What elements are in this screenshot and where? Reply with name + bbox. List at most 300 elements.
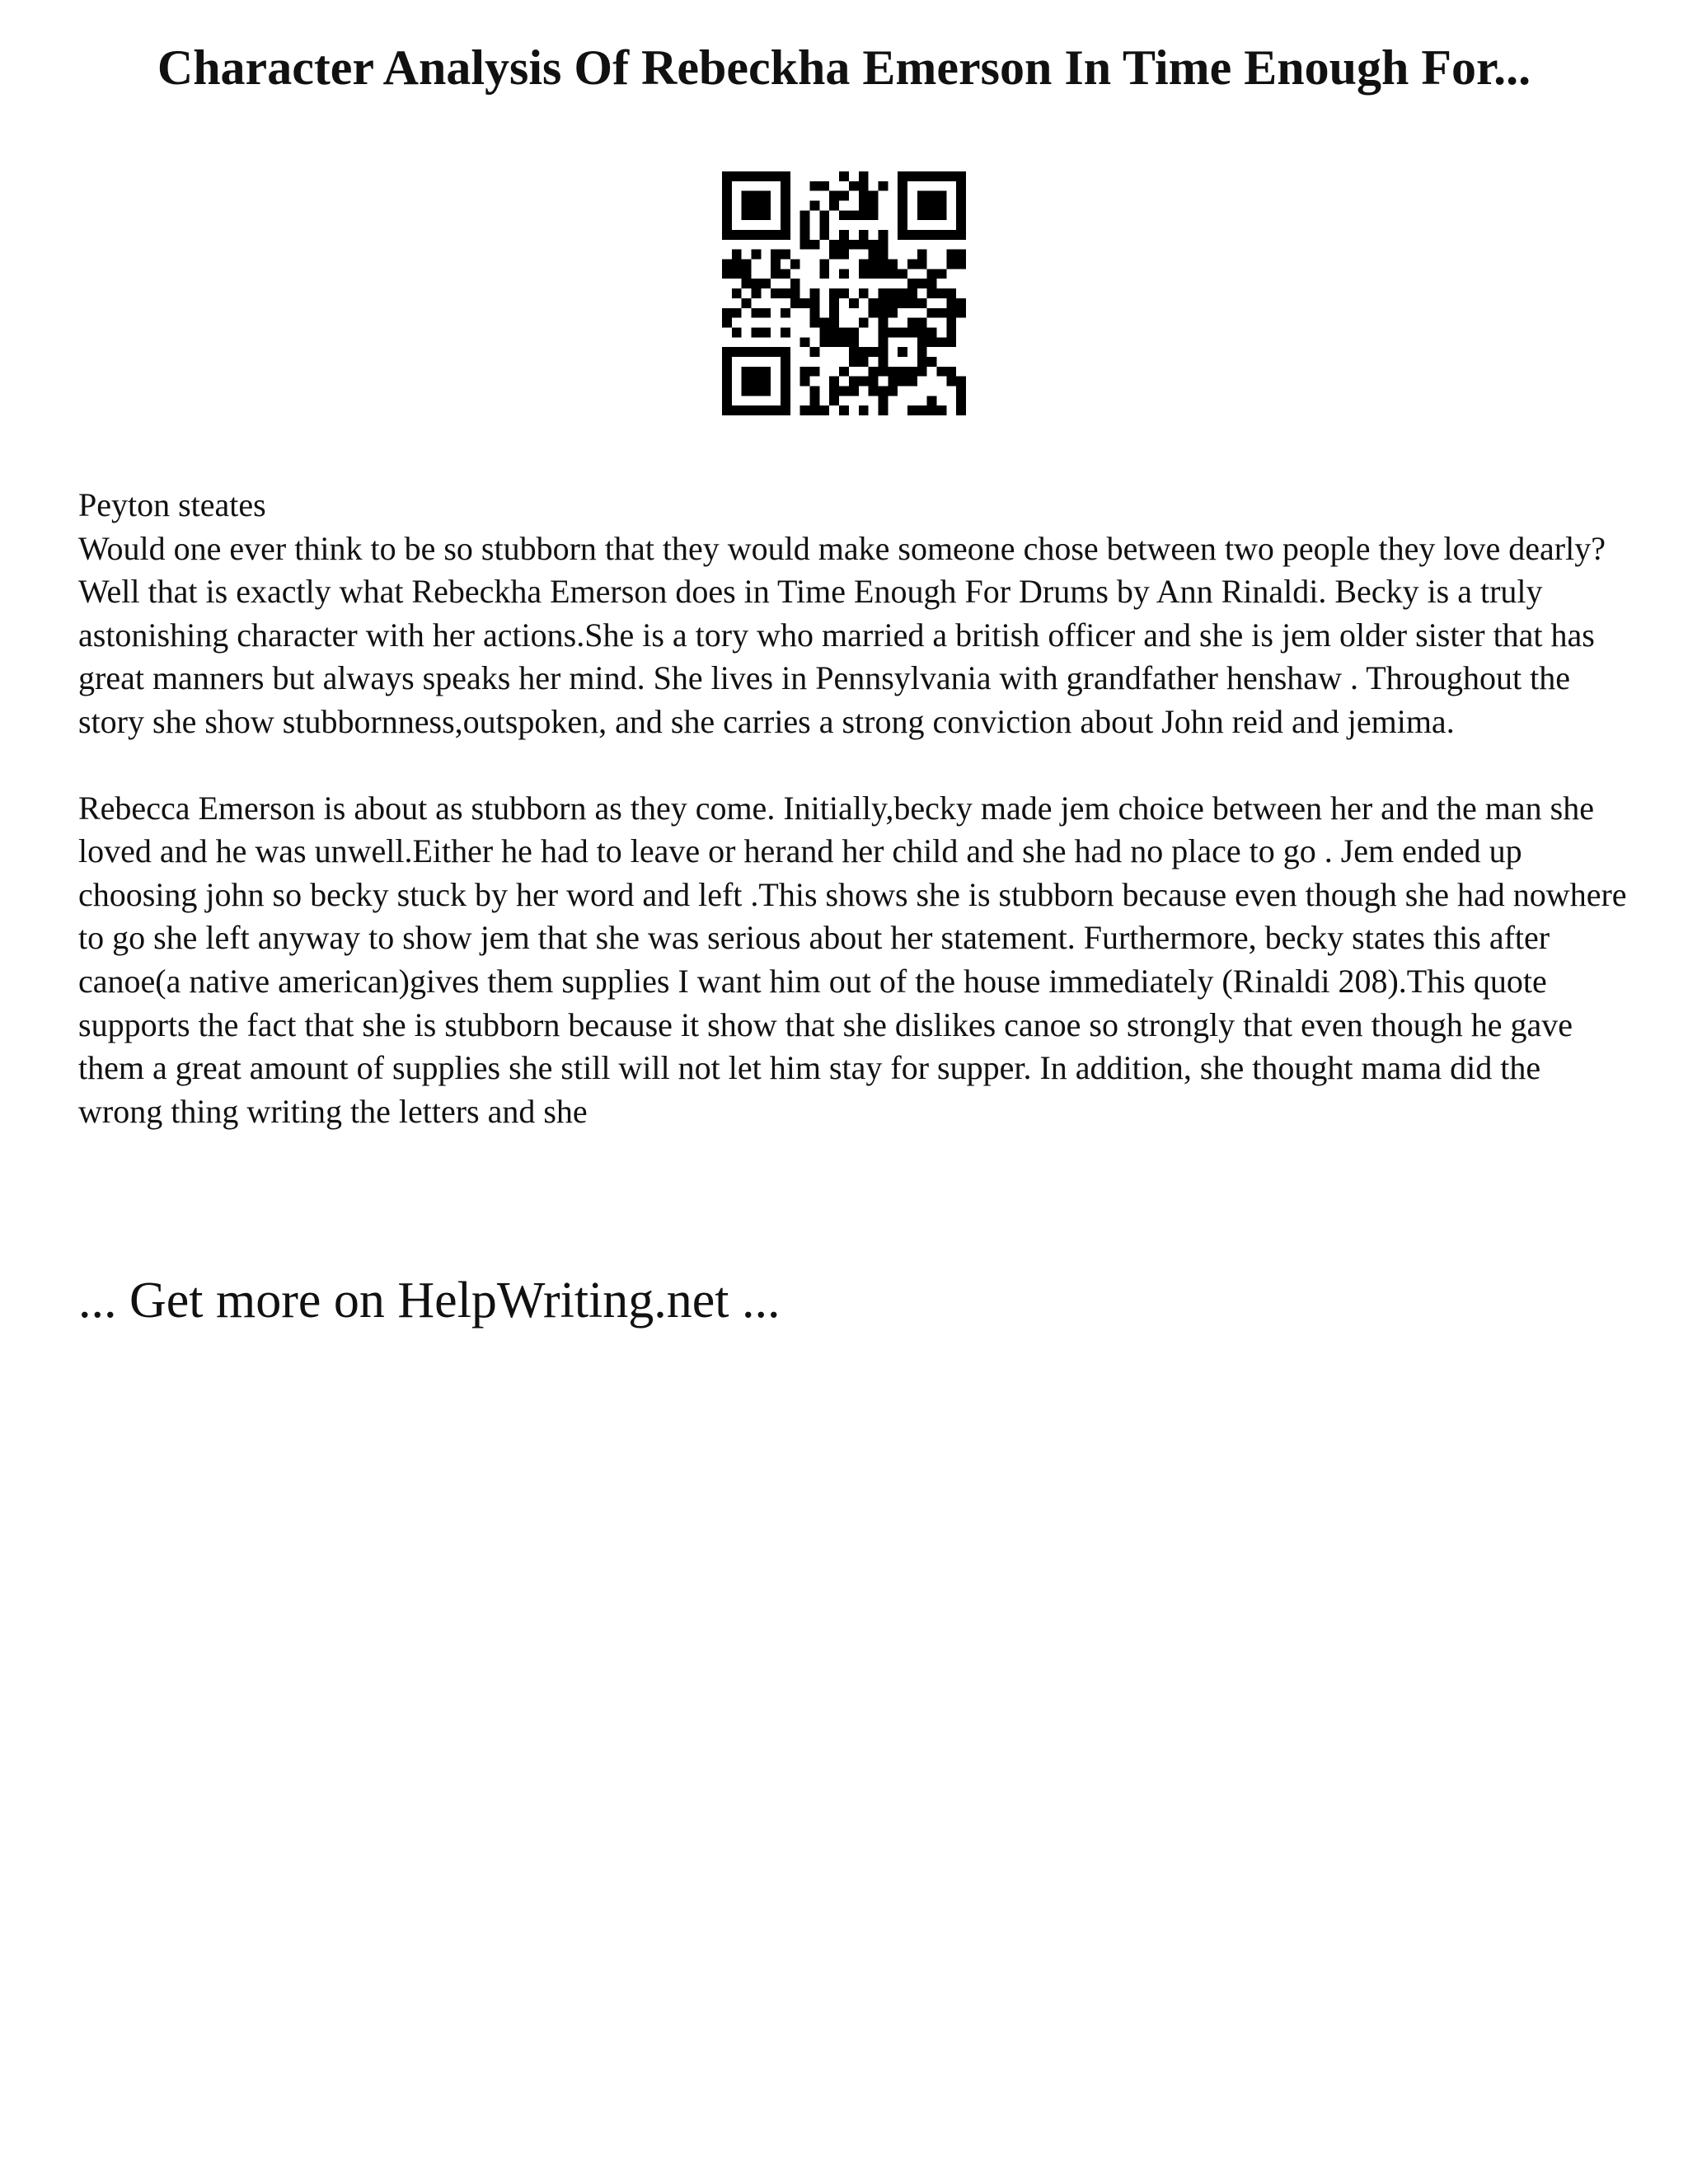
qr-module (927, 396, 937, 405)
qr-module (752, 386, 762, 396)
qr-module (800, 298, 810, 308)
qr-module (819, 220, 829, 230)
qr-module (878, 269, 888, 279)
qr-module (810, 367, 820, 377)
qr-module (878, 181, 888, 191)
qr-module (907, 288, 917, 298)
qr-module (849, 210, 859, 220)
qr-module (810, 298, 820, 308)
qr-module (742, 386, 752, 396)
qr-module (839, 171, 849, 181)
qr-module (849, 298, 859, 308)
qr-module (917, 298, 927, 308)
qr-module (956, 210, 966, 220)
qr-module (907, 230, 917, 240)
qr-module (956, 298, 966, 308)
qr-module (752, 308, 762, 318)
qr-module (946, 308, 956, 318)
qr-module (956, 405, 966, 415)
qr-module (878, 250, 888, 260)
qr-module (888, 377, 898, 387)
qr-module (927, 269, 937, 279)
qr-module (722, 201, 732, 211)
qr-module (742, 191, 752, 201)
qr-module (732, 288, 742, 298)
qr-module (722, 367, 732, 377)
qr-module (936, 269, 946, 279)
qr-module (859, 377, 869, 387)
qr-module (722, 347, 732, 357)
qr-module (732, 269, 742, 279)
qr-module (752, 377, 762, 387)
qr-module (722, 308, 732, 318)
qr-module (917, 357, 927, 367)
qr-module (946, 337, 956, 347)
qr-module (819, 269, 829, 279)
qr-module (956, 220, 966, 230)
qr-module (742, 347, 752, 357)
qr-module (869, 191, 879, 201)
qr-module (946, 377, 956, 387)
qr-module (917, 318, 927, 328)
qr-module (732, 250, 742, 260)
qr-module (722, 181, 732, 191)
qr-module (752, 210, 762, 220)
qr-module (839, 288, 849, 298)
qr-module (849, 240, 859, 250)
qr-module (878, 347, 888, 357)
qr-module (810, 288, 820, 298)
qr-module (839, 337, 849, 347)
get-more-link[interactable]: ... Get more on HelpWriting.net ... (78, 1272, 781, 1329)
qr-module (781, 210, 790, 220)
qr-module (927, 201, 937, 211)
qr-module (859, 191, 869, 201)
qr-module (732, 230, 742, 240)
qr-module (936, 201, 946, 211)
qr-module (771, 269, 781, 279)
qr-module (898, 181, 907, 191)
qr-module (878, 357, 888, 367)
qr-module (956, 201, 966, 211)
qr-module (722, 220, 732, 230)
qr-module (907, 318, 917, 328)
qr-module (761, 171, 771, 181)
qr-module (869, 250, 879, 260)
qr-module (781, 347, 790, 357)
qr-module (869, 240, 879, 250)
qr-module (907, 279, 917, 288)
qr-module (722, 171, 732, 181)
qr-module (907, 327, 917, 337)
qr-module (956, 386, 966, 396)
qr-module (878, 288, 888, 298)
qr-module (898, 210, 907, 220)
qr-module (917, 337, 927, 347)
qr-module (898, 171, 907, 181)
qr-module (752, 279, 762, 288)
qr-module (849, 386, 859, 396)
qr-module (946, 288, 956, 298)
qr-module (800, 367, 810, 377)
author-line: Peyton steates (78, 486, 266, 523)
qr-module (956, 191, 966, 201)
qr-module (907, 405, 917, 415)
qr-module (869, 308, 879, 318)
essay-body (78, 484, 1628, 1133)
paragraph-body: Rebecca Emerson is about as stubborn as they come. Initially,becky made jem choice between her and the man she loved and he was unwell.Either he had to leave or herand her child and she had no place to go . Jem ended up choosing john so becky stuck by her word and left .This shows she is stubborn because even though she had nowhere to go she left anyway to show jem that she was serious about her statement. Furthermore, becky states this after canoe(a native american)gives them supplies I want him out of the house immediately (Rinaldi 208).This quote supports the fact that she is stubborn because it show that she dislikes canoe so strongly that even though he gave them a great amount of supplies she still will not let him stay for supper. In addition, she thought mama did the wrong thing writing the letters and she (78, 789, 1627, 1130)
qr-module (917, 210, 927, 220)
qr-module (742, 260, 752, 269)
qr-module (722, 210, 732, 220)
qr-module (800, 220, 810, 230)
qr-module (732, 308, 742, 318)
qr-module (907, 298, 917, 308)
qr-module (869, 269, 879, 279)
qr-module (781, 269, 790, 279)
qr-module (849, 347, 859, 357)
qr-module (888, 327, 898, 337)
qr-module (946, 230, 956, 240)
qr-module (800, 377, 810, 387)
qr-module (829, 288, 839, 298)
qr-module (742, 377, 752, 387)
qr-module (829, 308, 839, 318)
qr-module (810, 201, 820, 211)
qr-module (810, 181, 820, 191)
qr-module (878, 260, 888, 269)
qr-module (819, 210, 829, 220)
qr-module (878, 308, 888, 318)
qr-module (829, 337, 839, 347)
qr-module (888, 298, 898, 308)
qr-module (752, 327, 762, 337)
qr-module (752, 230, 762, 240)
qr-module (732, 405, 742, 415)
qr-module (946, 250, 956, 260)
qr-module (742, 210, 752, 220)
qr-module (878, 337, 888, 347)
qr-module (936, 367, 946, 377)
qr-module (898, 298, 907, 308)
qr-module (869, 298, 879, 308)
qr-module (781, 201, 790, 211)
qr-module (810, 396, 820, 405)
qr-module (752, 171, 762, 181)
qr-module (936, 337, 946, 347)
qr-module (878, 298, 888, 308)
qr-module (898, 288, 907, 298)
qr-module (917, 171, 927, 181)
qr-module (800, 210, 810, 220)
qr-module (771, 260, 781, 269)
qr-module (829, 396, 839, 405)
qr-module (722, 191, 732, 201)
qr-module (917, 260, 927, 269)
qr-module (732, 171, 742, 181)
qr-module (907, 377, 917, 387)
qr-module (819, 327, 829, 337)
qr-module (859, 318, 869, 328)
qr-module (859, 201, 869, 211)
qr-module (927, 230, 937, 240)
qr-module (946, 298, 956, 308)
qr-module (927, 357, 937, 367)
qr-module (936, 308, 946, 318)
qr-module (781, 327, 790, 337)
qr-module (898, 191, 907, 201)
qr-module (936, 191, 946, 201)
qr-module (839, 367, 849, 377)
qr-module (742, 171, 752, 181)
qr-module (859, 240, 869, 250)
qr-module (761, 386, 771, 396)
qr-module (888, 308, 898, 318)
qr-module (849, 181, 859, 191)
qr-module (936, 288, 946, 298)
qr-module (859, 288, 869, 298)
qr-module (839, 240, 849, 250)
qr-module (898, 220, 907, 230)
qr-module (732, 260, 742, 269)
qr-module (859, 210, 869, 220)
qr-module (946, 367, 956, 377)
qr-module (781, 288, 790, 298)
qr-module (800, 230, 810, 240)
qr-module (956, 181, 966, 191)
qr-module (927, 288, 937, 298)
qr-module (869, 210, 879, 220)
qr-module (956, 377, 966, 387)
qr-module (781, 367, 790, 377)
qr-module (722, 269, 732, 279)
qr-module (907, 367, 917, 377)
qr-module (781, 220, 790, 230)
qr-module (839, 191, 849, 201)
qr-module (849, 357, 859, 367)
qr-module (761, 230, 771, 240)
qr-module (781, 250, 790, 260)
qr-module (742, 405, 752, 415)
qr-module (936, 405, 946, 415)
qr-module (927, 279, 937, 288)
qr-module (878, 386, 888, 396)
qr-module (722, 396, 732, 405)
document-title: Character Analysis Of Rebeckha Emerson In Time Enough For... (157, 40, 1531, 95)
qr-module (869, 367, 879, 377)
qr-module (761, 308, 771, 318)
qr-module (742, 298, 752, 308)
qr-module (859, 347, 869, 357)
paragraph-intro: Would one ever think to be so stubborn that they would make someone chose between two people they love dearly? Well that is exactly what Rebeckha Emerson does in Time Enough For Drums by Ann Rinaldi. Becky is a truly astonishing character with her actions.She is a tory who married a british officer and she is jem older sister that has great manners but always speaks her mind. She lives in Pennsylvania with grandfather henshaw . Throughout the story she show stubbornness,outspoken, and she carries a strong conviction about John reid and jemima. (78, 529, 1606, 740)
qr-module (839, 405, 849, 415)
qr-module (927, 210, 937, 220)
qr-module (839, 269, 849, 279)
qr-module (946, 171, 956, 181)
qr-module (790, 260, 800, 269)
qr-module (810, 405, 820, 415)
qr-module (800, 337, 810, 347)
qr-module (917, 279, 927, 288)
qr-module (839, 386, 849, 396)
qr-module (819, 337, 829, 347)
qr-module (761, 327, 771, 337)
qr-module (917, 327, 927, 337)
qr-module (859, 260, 869, 269)
qr-module (781, 171, 790, 181)
qr-module (859, 171, 869, 181)
qr-module (859, 357, 869, 367)
qr-module (946, 318, 956, 328)
qr-module (839, 250, 849, 260)
qr-module (927, 405, 937, 415)
qr-module (722, 230, 732, 240)
qr-module (781, 181, 790, 191)
qr-module (829, 191, 839, 201)
qr-module (907, 171, 917, 181)
qr-module (956, 250, 966, 260)
qr-module (781, 230, 790, 240)
qr-module (859, 181, 869, 191)
qr-module (819, 318, 829, 328)
qr-module (888, 288, 898, 298)
qr-module (752, 191, 762, 201)
qr-module (771, 230, 781, 240)
qr-module (810, 308, 820, 318)
paragraph-spacer (78, 744, 1628, 787)
qr-code-icon (722, 171, 966, 415)
qr-module (829, 318, 839, 328)
qr-module (771, 171, 781, 181)
qr-module (878, 240, 888, 250)
qr-module (742, 230, 752, 240)
qr-module (839, 327, 849, 337)
qr-module (781, 386, 790, 396)
qr-module (742, 201, 752, 211)
qr-module (771, 405, 781, 415)
qr-module (888, 386, 898, 396)
qr-module (761, 210, 771, 220)
qr-module (761, 201, 771, 211)
qr-module (936, 210, 946, 220)
qr-module (898, 347, 907, 357)
qr-module (946, 327, 956, 337)
qr-module (761, 377, 771, 387)
qr-module (917, 230, 927, 240)
qr-module (819, 405, 829, 415)
qr-module (761, 405, 771, 415)
qr-module (859, 230, 869, 240)
qr-module (898, 377, 907, 387)
qr-module (917, 250, 927, 260)
qr-module (732, 347, 742, 357)
qr-module (771, 288, 781, 298)
qr-module (888, 367, 898, 377)
qr-module (878, 396, 888, 405)
qr-module (917, 191, 927, 201)
qr-module (761, 347, 771, 357)
qr-module (819, 260, 829, 269)
qr-module (898, 327, 907, 337)
qr-module (849, 327, 859, 337)
qr-module (761, 191, 771, 201)
qr-module (790, 288, 800, 298)
qr-module (878, 230, 888, 240)
qr-module (859, 405, 869, 415)
qr-module (946, 260, 956, 269)
qr-module (722, 260, 732, 269)
qr-module (829, 386, 839, 396)
qr-module (722, 405, 732, 415)
qr-module (927, 337, 937, 347)
qr-module (810, 318, 820, 328)
qr-module (898, 230, 907, 240)
qr-module (752, 367, 762, 377)
qr-module (956, 260, 966, 269)
qr-module (956, 308, 966, 318)
qr-module (917, 347, 927, 357)
qr-module (839, 230, 849, 240)
qr-module (819, 230, 829, 240)
qr-module (859, 269, 869, 279)
qr-module (927, 171, 937, 181)
qr-module (898, 201, 907, 211)
qr-module (752, 250, 762, 260)
qr-module (752, 201, 762, 211)
qr-module (781, 308, 790, 318)
qr-module (761, 279, 771, 288)
qr-module (869, 377, 879, 387)
qr-module (839, 210, 849, 220)
qr-module (869, 201, 879, 211)
qr-module (888, 269, 898, 279)
qr-module (722, 377, 732, 387)
qr-module (878, 367, 888, 377)
qr-module (752, 347, 762, 357)
qr-module (878, 327, 888, 337)
qr-module (829, 298, 839, 308)
qr-module (781, 357, 790, 367)
qr-module (781, 405, 790, 415)
qr-module (878, 405, 888, 415)
qr-module (761, 367, 771, 377)
qr-module (888, 260, 898, 269)
qr-module (771, 250, 781, 260)
qr-module (800, 405, 810, 415)
qr-module (869, 260, 879, 269)
qr-module (742, 279, 752, 288)
qr-module (956, 171, 966, 181)
qr-module (869, 386, 879, 396)
qr-module (956, 396, 966, 405)
qr-module (781, 377, 790, 387)
qr-module (752, 405, 762, 415)
qr-module (829, 327, 839, 337)
qr-module (917, 201, 927, 211)
qr-module (917, 405, 927, 415)
qr-module (936, 230, 946, 240)
qr-module (722, 386, 732, 396)
qr-module (936, 171, 946, 181)
qr-module (752, 288, 762, 298)
qr-module (829, 250, 839, 260)
qr-module (829, 240, 839, 250)
qr-module (819, 181, 829, 191)
qr-module (810, 386, 820, 396)
qr-module (810, 240, 820, 250)
qr-module (907, 260, 917, 269)
qr-module (781, 396, 790, 405)
